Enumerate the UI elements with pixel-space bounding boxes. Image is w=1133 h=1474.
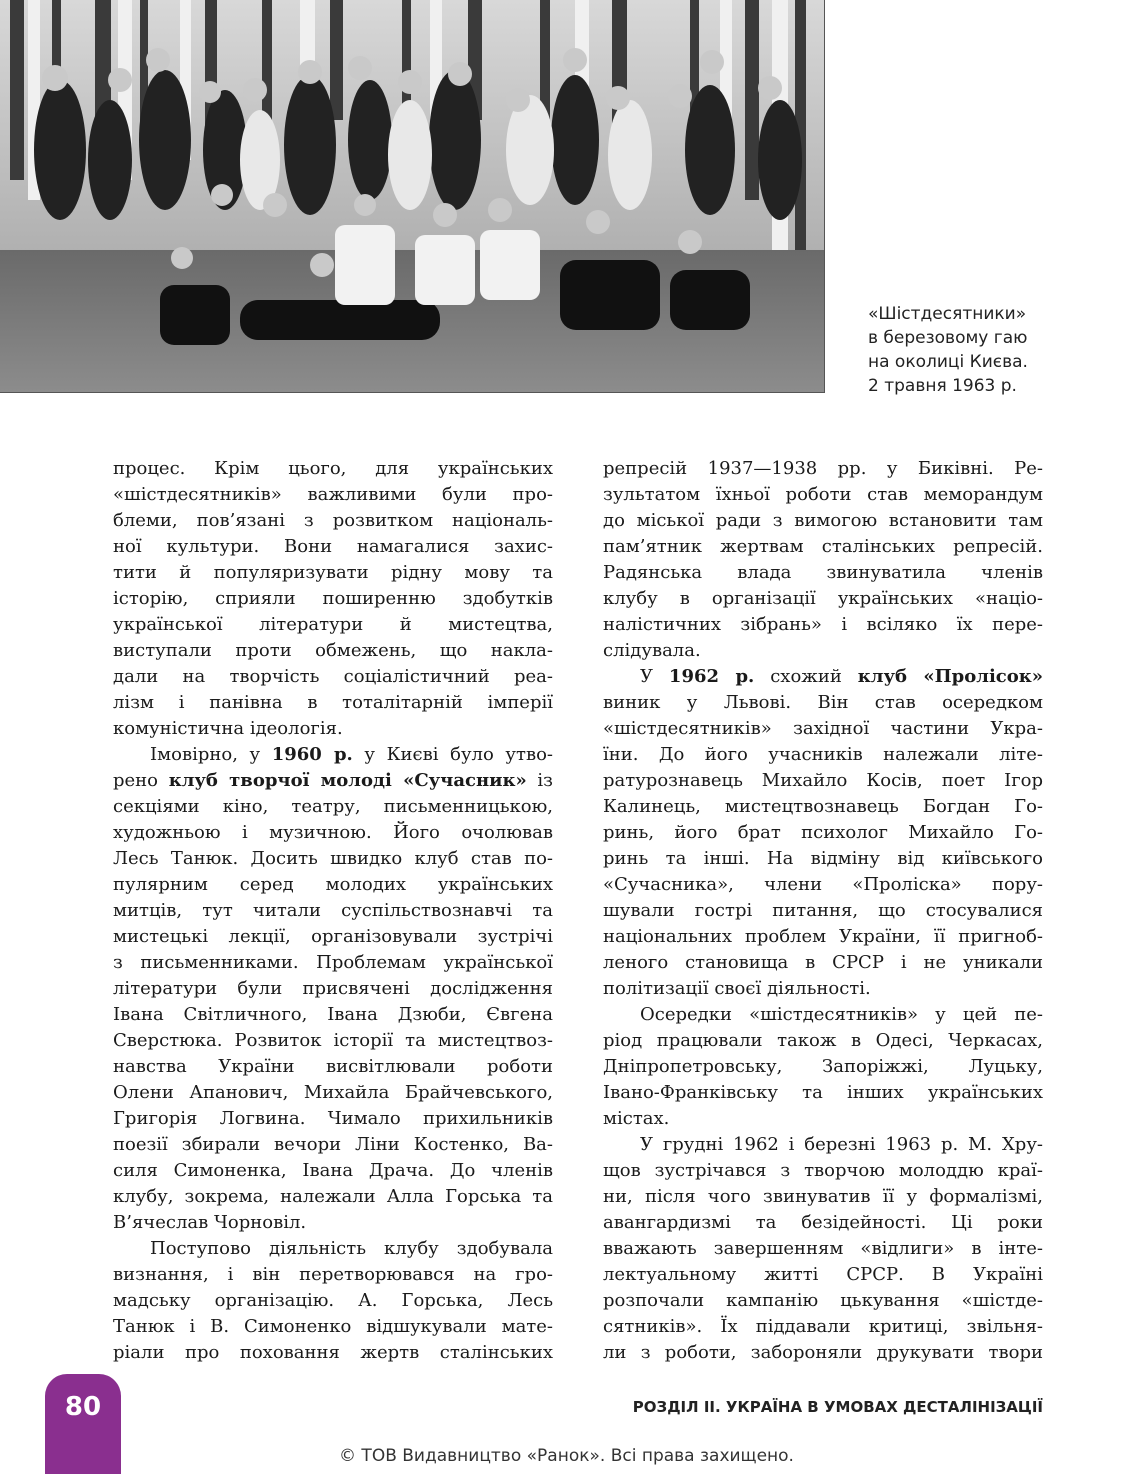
caption-line: «Шістдесятники» xyxy=(868,304,1027,324)
text-line: лізм і панівна в тоталітарній імперії xyxy=(113,692,553,713)
text-line: Григорія Логвина. Чимало прихильників xyxy=(113,1108,553,1129)
text-line: ринь та інші. На відміну від київського xyxy=(603,848,1043,869)
caption-line: на околиці Києва. xyxy=(868,352,1028,372)
text-line: репресій 1937—1938 рр. у Биківні. Ре- xyxy=(603,458,1043,479)
text-line: пулярним серед молодих українських xyxy=(113,874,553,895)
photo-caption xyxy=(868,302,1118,398)
text-line: історію, сприяли поширенню здобутків xyxy=(113,588,553,609)
text-line: митців, тут читали суспільствознавчі та xyxy=(113,900,553,921)
text-line: дали на творчість соціалістичний реа- xyxy=(113,666,553,687)
text-line: «шістдесятників» західної частини Укра- xyxy=(603,718,1043,739)
text-line: ріод працювали також в Одесі, Черкасах, xyxy=(603,1030,1043,1051)
text-line: визнання, і він перетворювався на гро- xyxy=(113,1264,553,1285)
text-line: політизації своєї діяльності. xyxy=(603,978,871,999)
text-line: ни, після чого звинуватив її у формалізмі, xyxy=(603,1186,1043,1207)
text-line: виступали проти обмежень, що накла- xyxy=(113,640,553,661)
text-line: процес. Крім цього, для українських xyxy=(113,458,553,479)
caption-line: 2 травня 1963 р. xyxy=(868,376,1017,396)
text-line: Імовірно, у 1960 р. у Києві було утво- xyxy=(150,744,554,765)
text-line: виник у Львові. Він став осередком xyxy=(603,692,1043,713)
text-line: Поступово діяльність клубу здобувала xyxy=(150,1238,553,1259)
text-line: леного становища в СРСР і не уникали xyxy=(603,952,1043,973)
text-line: Танюк і В. Симоненко відшукували мате- xyxy=(113,1316,553,1337)
text-line: їни. До його учасників належали літе- xyxy=(603,744,1043,765)
text-line: літератури були присвячені дослідження xyxy=(113,978,553,999)
page-number: 80 xyxy=(64,1392,102,1422)
text-line: мистецькі лекції, організовували зустрічі xyxy=(113,926,553,947)
text-line: поезії збирали вечори Ліни Костенко, Ва- xyxy=(113,1134,553,1155)
text-line: ринь, його брат психолог Михайло Го- xyxy=(603,822,1043,843)
text-line: Івано-Франківську та інших українських xyxy=(603,1082,1043,1103)
text-line: ратурознавець Михайло Косів, поет Ігор xyxy=(603,770,1043,791)
caption-line: в березовому гаю xyxy=(868,328,1028,348)
text-line: української літератури й мистецтва, xyxy=(113,614,553,635)
text-line: ріали про поховання жертв сталінських xyxy=(113,1342,553,1363)
text-line: «Сучасника», члени «Проліска» пору- xyxy=(603,874,1043,895)
text-line: Радянська влада звинуватила членів xyxy=(603,562,1043,583)
section-title: РОЗДІЛ ІІ. УКРАЇНА В УМОВАХ ДЕСТАЛІНІЗАЦІЇ xyxy=(632,1398,1043,1416)
text-line: секціями кіно, театру, письменницькою, xyxy=(113,796,553,817)
text-line: тити й популяризувати рідну мову та xyxy=(113,562,553,583)
text-line: навства України висвітлювали роботи xyxy=(113,1056,553,1077)
text-line: Сверстюка. Розвиток історії та мистецтвоз- xyxy=(113,1030,553,1051)
text-line: пам’ятник жертвам сталінських репресій. xyxy=(603,536,1043,557)
text-line: національних проблем України, її пригноб- xyxy=(603,926,1043,947)
text-line: з письменниками. Проблемам української xyxy=(113,952,553,973)
text-line: силя Симоненка, Івана Драча. До членів xyxy=(113,1160,553,1181)
text-line: сятників». Їх піддавали критиці, звільня- xyxy=(603,1316,1043,1337)
text-line: розпочали кампанію цькування «шістде- xyxy=(603,1290,1043,1311)
text-line: Олени Апанович, Михайла Брайчевського, xyxy=(113,1082,553,1103)
text-line: «шістдесятників» важливими були про- xyxy=(113,484,553,505)
text-line: зультатом їхньої роботи став меморандум xyxy=(603,484,1043,505)
text-line: ли з роботи, забороняли друкувати твори xyxy=(603,1342,1043,1363)
text-line: мадську організацію. А. Горська, Лесь xyxy=(113,1290,553,1311)
text-line: ної культури. Вони намагалися захис- xyxy=(113,536,553,557)
text-column-right xyxy=(603,456,1043,1366)
group-photo xyxy=(0,0,825,393)
text-line: шували гострі питання, що стосувалися xyxy=(603,900,1043,921)
text-line: В’ячеслав Чорновіл. xyxy=(113,1212,307,1233)
text-line: налістичних зібрань» і всіляко їх пере- xyxy=(603,614,1043,635)
text-line: до міської ради з вимогою встановити там xyxy=(603,510,1043,531)
text-line: Дніпропетровську, Запоріжжі, Луцьку, xyxy=(603,1056,1043,1077)
text-line: блеми, пов’язані з розвитком національ- xyxy=(113,510,553,531)
text-line: рено клуб творчої молоді «Сучасник» із xyxy=(113,770,553,791)
text-line: авангардизмі та безідейності. Ці роки xyxy=(603,1212,1043,1233)
group-photo-illustration xyxy=(0,0,824,392)
copyright-notice: © ТОВ Видавництво «Ранок». Всі права захищено. xyxy=(339,1446,794,1466)
text-line: лектуальному житті СРСР. В Україні xyxy=(603,1264,1043,1285)
text-line: клубу в організації українських «націо- xyxy=(603,588,1043,609)
text-line: У грудні 1962 і березні 1963 р. М. Хру- xyxy=(640,1134,1043,1155)
text-line: містах. xyxy=(603,1108,670,1129)
text-column-left xyxy=(113,456,553,1366)
text-line: Осередки «шістдесятників» у цей пе- xyxy=(640,1004,1043,1025)
text-line: щов зустрічався з творчою молоддю краї- xyxy=(603,1160,1043,1181)
text-line: клубу, зокрема, належали Алла Горська та xyxy=(113,1186,553,1207)
text-line: Івана Світличного, Івана Дзюби, Євгена xyxy=(113,1004,553,1025)
text-line: слідувала. xyxy=(603,640,701,661)
text-line: У 1962 р. схожий клуб «Пролісок» xyxy=(640,666,1043,687)
text-line: вважають завершенням «відлиги» в інте- xyxy=(603,1238,1043,1259)
text-line: Лесь Танюк. Досить швидко клуб став по- xyxy=(113,848,553,869)
text-line: комуністична ідеологія. xyxy=(113,718,343,739)
text-line: художньою і музичною. Його очолював xyxy=(113,822,553,843)
text-line: Калинець, мистецтвознавець Богдан Го- xyxy=(603,796,1043,817)
